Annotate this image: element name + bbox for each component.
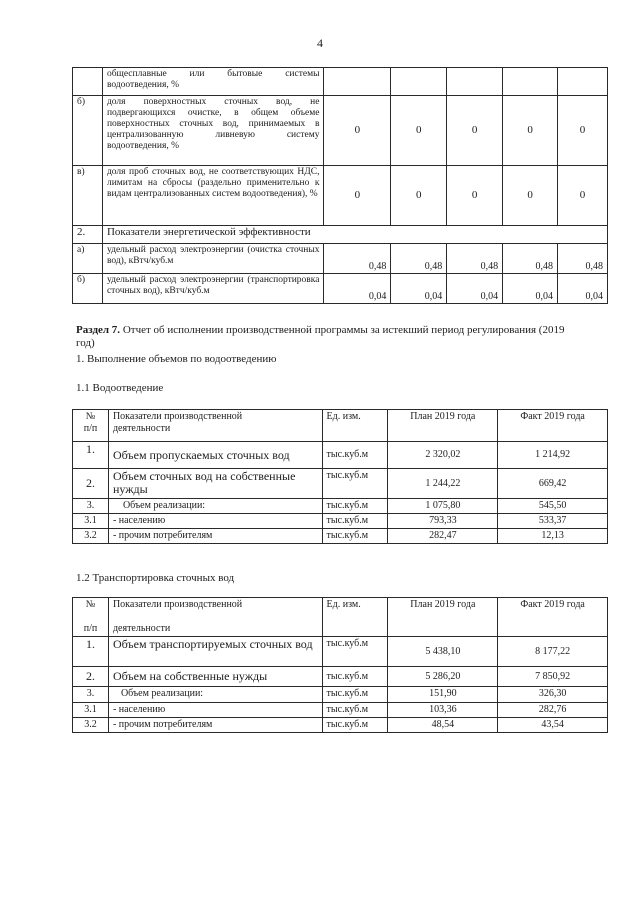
row-plan: 103,36	[388, 703, 498, 718]
row-description: удельный расход электроэнергии (транспортировка сточных вод), кВтч/куб.м	[102, 274, 324, 304]
subsection-heading: 1.1 Водоотведение	[76, 382, 164, 394]
row-fact: 282,76	[498, 703, 608, 718]
row-unit: тыс.куб.м	[322, 687, 388, 703]
row-plan: 1 075,80	[388, 499, 498, 514]
row-fact: 533,37	[498, 514, 608, 529]
row-num: 3.2	[73, 718, 109, 733]
row-unit: тыс.куб.м	[322, 637, 388, 667]
row-plan: 793,33	[388, 514, 498, 529]
cell-value: 0	[503, 166, 558, 226]
performance-indicators-table	[72, 67, 608, 304]
row-num: 2.	[73, 469, 109, 499]
cell-value: 0	[447, 96, 503, 166]
row-unit: тыс.куб.м	[322, 529, 388, 544]
cell-value: 0	[391, 166, 447, 226]
row-fact: 545,50	[498, 499, 608, 514]
cell-value: 0	[391, 96, 447, 166]
cell-value: 0	[503, 96, 558, 166]
cell-value: 0	[324, 96, 391, 166]
item-heading: 1. Выполнение объемов по водоотведению	[76, 353, 277, 365]
row-name: - прочим потребителям	[108, 718, 322, 733]
section-title	[76, 324, 576, 350]
cell-value: 0,48	[558, 244, 608, 274]
row-unit: тыс.куб.м	[322, 667, 388, 687]
cell-value: 0	[558, 96, 608, 166]
table-row	[73, 687, 608, 703]
table-row	[73, 244, 608, 274]
header-num: № п/п	[73, 410, 109, 442]
row-fact: 43,54	[498, 718, 608, 733]
row-description: доля проб сточных вод, не соответствующих НДС, лимитам на сбросы (раздельно применительно к видам централизованных систем водоотведения), %	[102, 166, 324, 226]
row-name: - населению	[108, 514, 322, 529]
row-num: 3.	[73, 687, 109, 703]
row-num: 2.	[73, 667, 109, 687]
row-num: 3.1	[73, 703, 109, 718]
row-unit: тыс.куб.м	[322, 442, 388, 469]
row-id	[73, 68, 103, 96]
row-id: в)	[73, 166, 103, 226]
row-fact: 12,13	[498, 529, 608, 544]
row-name: Объем транспортируемых сточных вод	[108, 637, 322, 667]
row-id: а)	[73, 244, 103, 274]
row-plan: 5 286,20	[388, 667, 498, 687]
table-row	[73, 667, 608, 687]
header-fact: Факт 2019 года	[498, 598, 608, 637]
header-unit: Ед. изм.	[322, 410, 388, 442]
subsection-heading: 1.2 Транспортировка сточных вод	[76, 572, 235, 584]
header-indicator: Показатели производственной деятельности	[108, 598, 322, 637]
row-name: - населению	[108, 703, 322, 718]
row-num: 3.1	[73, 514, 109, 529]
row-fact: 326,30	[498, 687, 608, 703]
header-indicator: Показатели производственной деятельности	[108, 410, 322, 442]
table-row	[73, 499, 608, 514]
table-row	[73, 529, 608, 544]
row-name: Объем реализации:	[108, 499, 322, 514]
section-title-text: Отчет об исполнении производственной программы за истекший период регулирования (2019 год)	[76, 324, 565, 349]
cell-value: 0,04	[447, 274, 503, 304]
page-number: 4	[317, 36, 323, 50]
table-row	[73, 637, 608, 667]
row-name: Объем реализации:	[108, 687, 322, 703]
row-plan: 282,47	[388, 529, 498, 544]
table-row	[73, 514, 608, 529]
table-row	[73, 226, 608, 244]
table-row	[73, 442, 608, 469]
row-unit: тыс.куб.м	[322, 703, 388, 718]
row-description: доля поверхностных сточных вод, не подвергающихся очистке, в общем объеме поверхностных сточных вод, принимаемых в централизованную ливневую систему водоотведения, %	[102, 96, 324, 166]
header-plan: План 2019 года	[388, 410, 498, 442]
row-unit: тыс.куб.м	[322, 469, 388, 499]
row-plan: 5 438,10	[388, 637, 498, 667]
cell-value: 0,04	[558, 274, 608, 304]
table-row	[73, 96, 608, 166]
table-row	[73, 274, 608, 304]
header-num: № п/п	[73, 598, 109, 637]
header-fact: Факт 2019 года	[498, 410, 608, 442]
table-row	[73, 68, 608, 96]
row-fact: 669,42	[498, 469, 608, 499]
row-plan: 151,90	[388, 687, 498, 703]
row-fact: 7 850,92	[498, 667, 608, 687]
cell-value: 0	[324, 166, 391, 226]
row-plan: 1 244,22	[388, 469, 498, 499]
cell-value: 0,48	[391, 244, 447, 274]
section-heading: Показатели энергетической эффективности	[102, 226, 607, 244]
row-description: общесплавные или бытовые системы водоотведения, %	[102, 68, 324, 96]
cell-value: 0,04	[324, 274, 391, 304]
row-name: - прочим потребителям	[108, 529, 322, 544]
row-num: 3.	[73, 499, 109, 514]
table-row	[73, 718, 608, 733]
row-name: Объем пропускаемых сточных вод	[108, 442, 322, 469]
row-num: 1.	[73, 442, 109, 469]
table-row	[73, 703, 608, 718]
table-header-row	[73, 598, 608, 637]
row-plan: 48,54	[388, 718, 498, 733]
row-plan: 2 320,02	[388, 442, 498, 469]
row-name: Объем сточных вод на собственные нужды	[108, 469, 322, 499]
header-plan: План 2019 года	[388, 598, 498, 637]
row-unit: тыс.куб.м	[322, 499, 388, 514]
wastewater-transport-table	[72, 597, 608, 733]
wastewater-volume-table	[72, 409, 608, 544]
row-num: 3.2	[73, 529, 109, 544]
row-num: 1.	[73, 637, 109, 667]
header-unit: Ед. изм.	[322, 598, 388, 637]
cell-value: 0	[558, 166, 608, 226]
row-fact: 8 177,22	[498, 637, 608, 667]
table-row	[73, 166, 608, 226]
row-id: б)	[73, 274, 103, 304]
row-unit: тыс.куб.м	[322, 514, 388, 529]
cell-value: 0,04	[503, 274, 558, 304]
row-unit: тыс.куб.м	[322, 718, 388, 733]
row-description: удельный расход электроэнергии (очистка сточных вод), кВтч/куб.м	[102, 244, 324, 274]
section-label: Раздел 7.	[76, 324, 121, 336]
row-id: б)	[73, 96, 103, 166]
cell-value: 0	[447, 166, 503, 226]
cell-value: 0,48	[447, 244, 503, 274]
row-name: Объем на собственные нужды	[108, 667, 322, 687]
row-fact: 1 214,92	[498, 442, 608, 469]
row-id: 2.	[73, 226, 103, 244]
table-header-row	[73, 410, 608, 442]
cell-value: 0,48	[503, 244, 558, 274]
table-row	[73, 469, 608, 499]
cell-value: 0,04	[391, 274, 447, 304]
cell-value: 0,48	[324, 244, 391, 274]
